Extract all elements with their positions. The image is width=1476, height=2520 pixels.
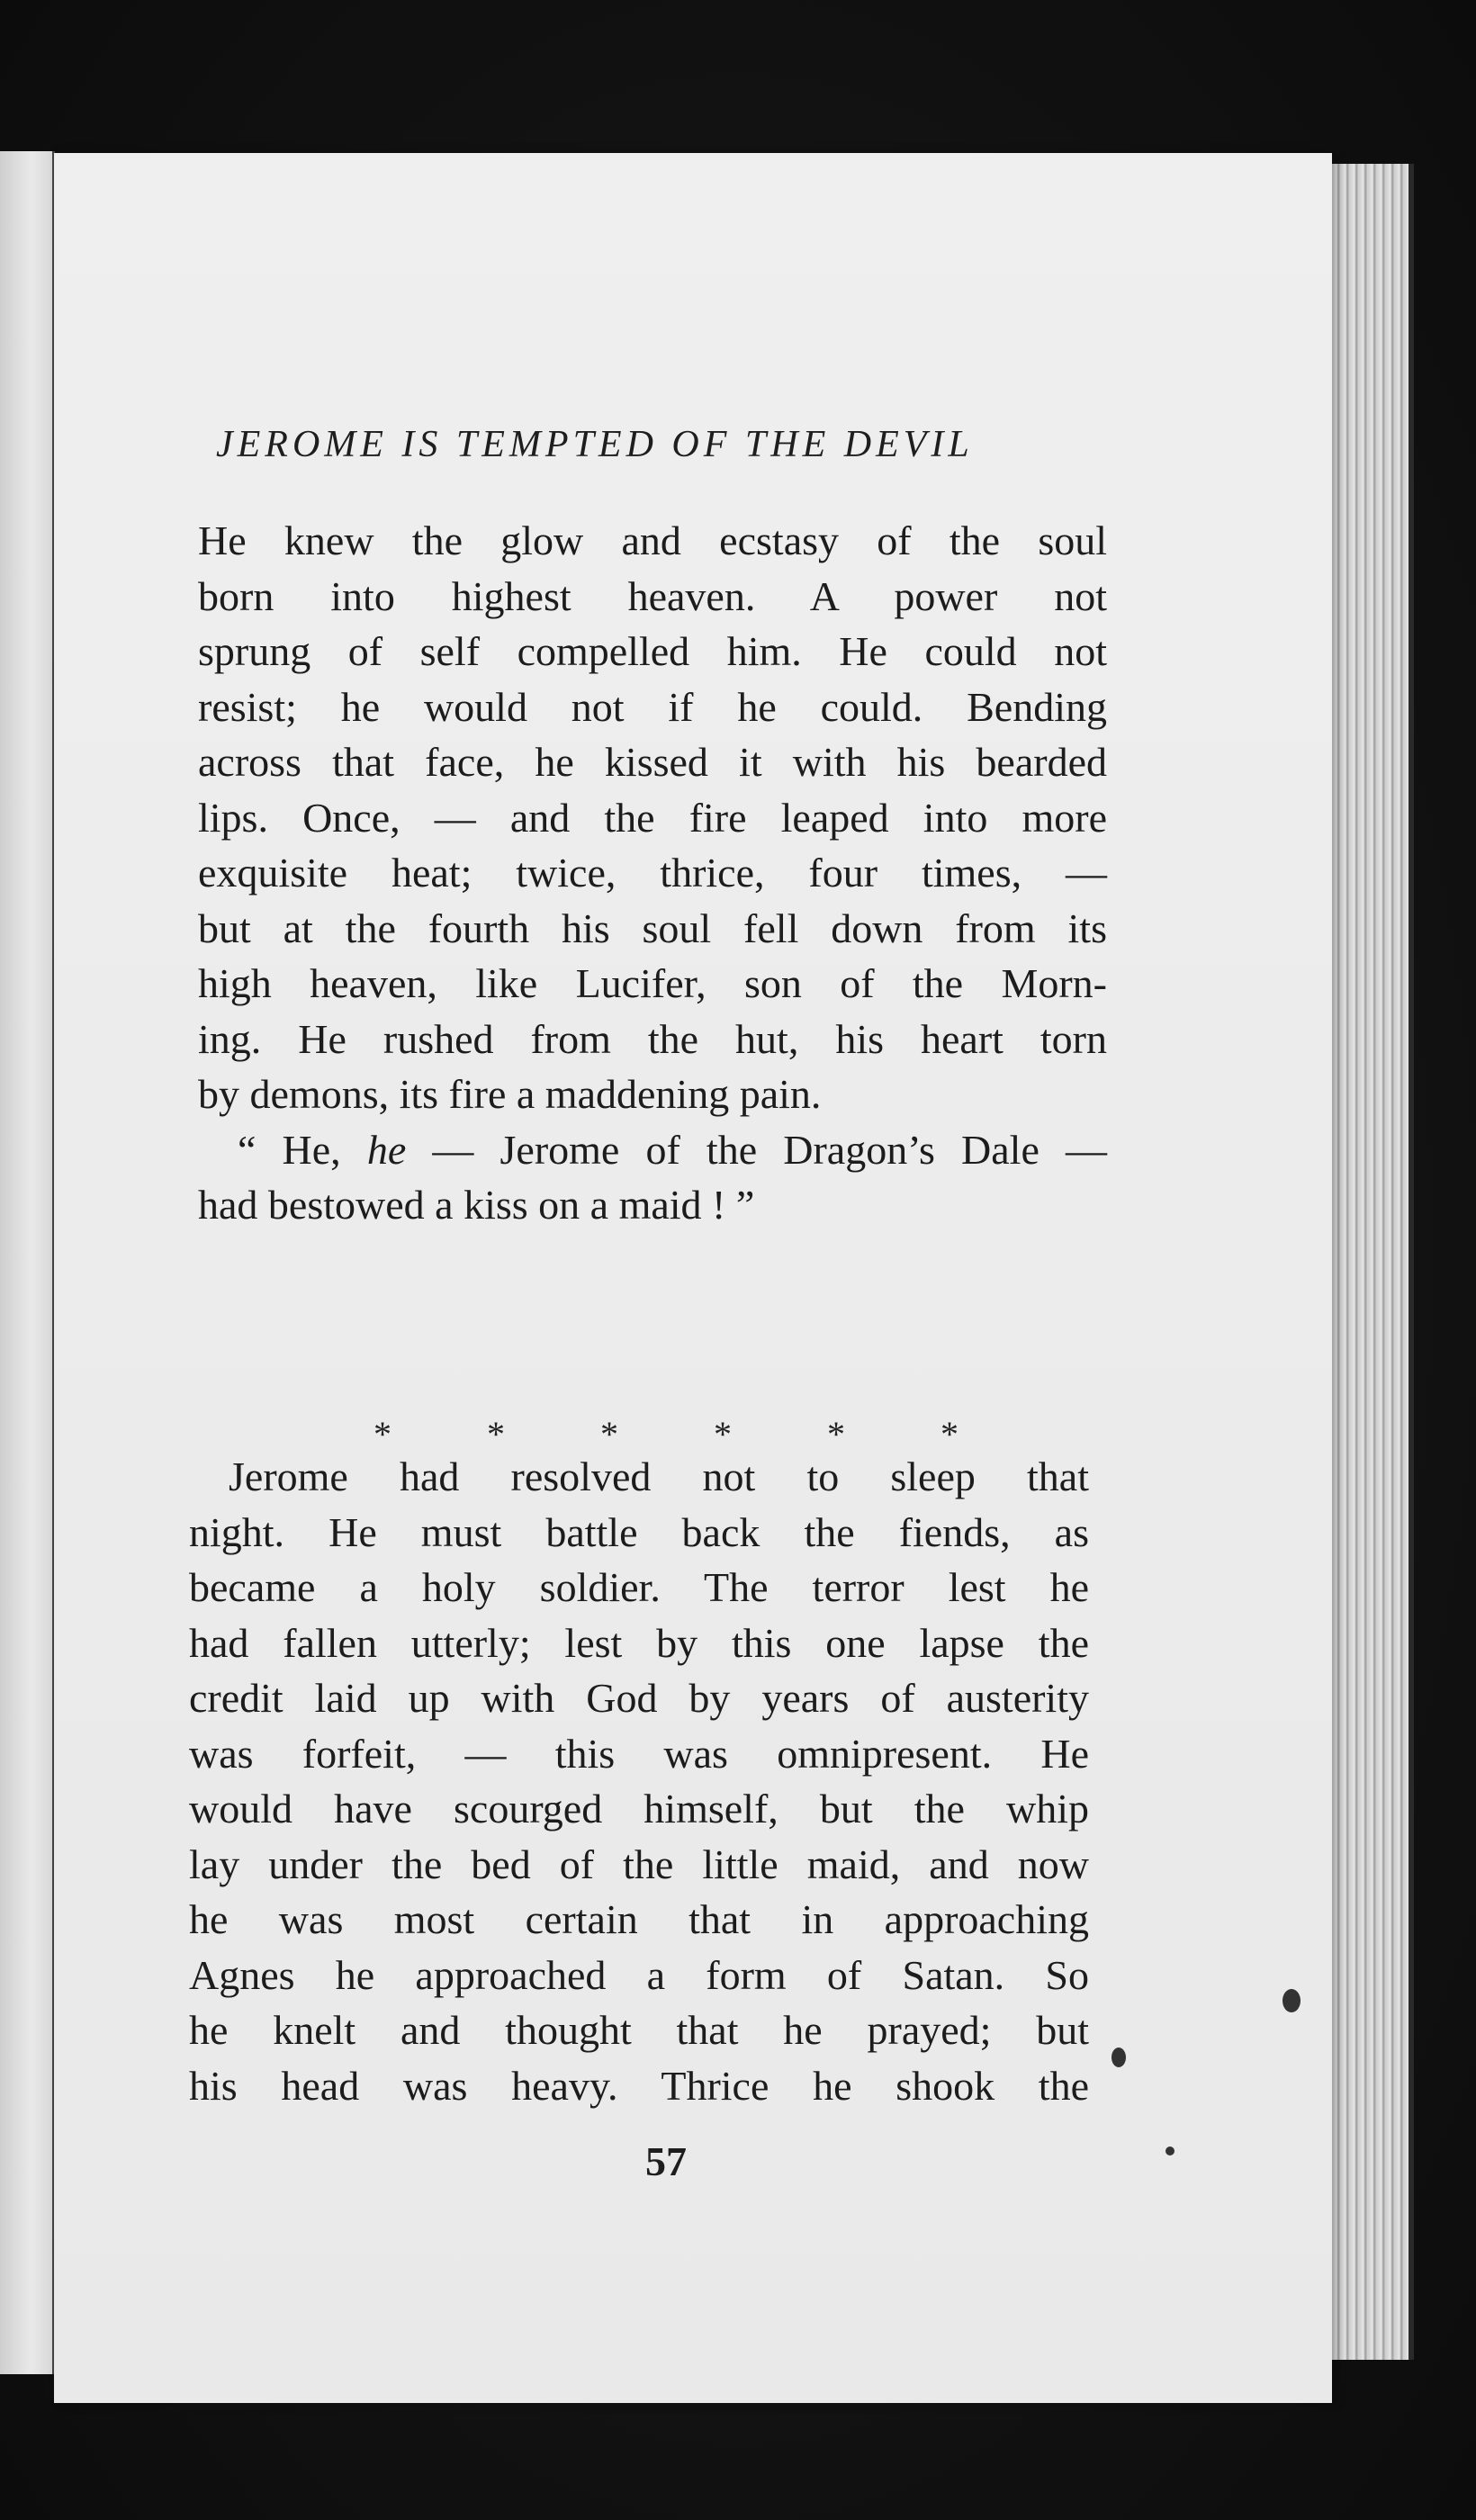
paragraph-2 — [189, 1449, 1089, 2113]
text-line: he knelt and thought that he prayed; but — [189, 2007, 1089, 2053]
text-line: sprung of self compelled him. He could not — [198, 628, 1107, 674]
page-number: 57 — [645, 2138, 687, 2184]
paragraph-1 — [198, 513, 1107, 1233]
separator-star: * — [714, 1414, 732, 1454]
text-line: resist; he would not if he could. Bending — [198, 683, 1107, 730]
text-line: exquisite heat; twice, thrice, four times, — — [198, 850, 1107, 896]
text-line: would have scourged himself, but the whip — [189, 1786, 1089, 1832]
book-page — [54, 153, 1332, 2403]
text-line: he was most certain that in approaching — [189, 1896, 1089, 1942]
text-line: became a holy soldier. The terror lest he — [189, 1564, 1089, 1610]
text-line: but at the fourth his soul fell down from its — [198, 904, 1107, 951]
separator-star: * — [374, 1414, 392, 1454]
text-line: born into highest heaven. A power not — [198, 572, 1107, 619]
dust-speck — [1112, 2048, 1126, 2067]
text-line: by demons, its fire a maddening pain. — [198, 1071, 822, 1117]
text-line: He knew the glow and ecstasy of the soul — [198, 518, 1107, 563]
dust-speck — [1166, 2146, 1174, 2156]
text-line: night. He must battle back the fiends, as — [189, 1508, 1089, 1555]
text-line: credit laid up with God by years of austerity — [189, 1675, 1089, 1721]
quote-start: “ He, — [238, 1126, 367, 1173]
text-line: was forfeit, — this was omnipresent. He — [189, 1730, 1089, 1777]
separator-star: * — [487, 1414, 505, 1454]
dust-speck — [1282, 1989, 1300, 2012]
quote-rest: — Jerome of the Dragon’s Dale — — [406, 1126, 1107, 1173]
quote-emphasis: he — [366, 1126, 407, 1173]
quote-line-1 — [198, 1122, 1107, 1178]
text-line: his head was heavy. Thrice he shook the — [189, 2062, 1089, 2109]
separator-star: * — [940, 1414, 958, 1454]
text-line: lay under the bed of the little maid, and now — [189, 1840, 1089, 1887]
text-line: high heaven, like Lucifer, son of the Morn- — [198, 960, 1107, 1006]
text-line: Jerome had resolved not to sleep that — [229, 1454, 1089, 1499]
separator-star: * — [600, 1414, 618, 1454]
quote-line-2: had bestowed a kiss on a maid ! ” — [198, 1182, 755, 1228]
facing-page-edge — [0, 151, 55, 2374]
text-line: lips. Once, — and the fire leaped into more — [198, 794, 1107, 841]
text-line: ing. He rushed from the hut, his heart torn — [198, 1015, 1107, 1062]
text-line: Agnes he approached a form of Satan. So — [189, 1951, 1089, 1998]
text-line: had fallen utterly; lest by this one lapse the — [189, 1619, 1089, 1666]
separator-star: * — [827, 1414, 845, 1454]
running-header: JEROME IS TEMPTED OF THE DEVIL — [216, 424, 974, 465]
text-line: across that face, he kissed it with his bearded — [198, 739, 1107, 785]
